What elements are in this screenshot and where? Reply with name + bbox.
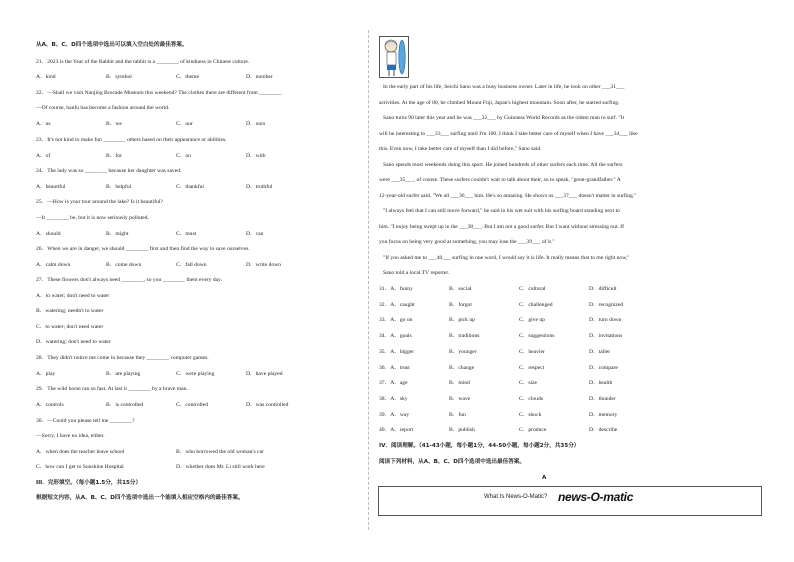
q21-option-c[interactable]: C．theme — [176, 74, 199, 80]
q28-option-a[interactable]: A．play — [36, 371, 56, 377]
question-25-stem: 25．—How is your tour around the lake? Is it beautiful? — [36, 199, 163, 205]
question-22-reply: —Of course, hanfu has become a fashion around the world. — [36, 105, 170, 111]
question-23-stem: 23．It's not kind to make fun ________ others based on their appearance or abilities. — [36, 137, 227, 143]
question-25-reply: —It ________ be, but it is now seriously polluted. — [36, 215, 149, 221]
q33-option-a[interactable]: 33．A．go on — [379, 317, 413, 323]
question-26-stem: 26．When we are in danger, we should ________ first and then find the way to save ourselves. — [36, 246, 250, 252]
q27-option-d[interactable]: D．watering; don't need to water — [36, 339, 111, 345]
passage-line-11: you focus on being very good at something, you may lose the ___39___ of it." — [379, 239, 555, 245]
q31-option-d[interactable]: D．difficult — [589, 286, 617, 292]
q38-option-c[interactable]: C．clouds — [519, 396, 543, 402]
section-4-heading: IV．阅读理解。（41-43小题，每小题1分，44-50小题，每小题2分，共35分） — [379, 443, 580, 449]
passage-line-12: "If you asked me to ___40___ surfing in one word, I would say it is life. It really means that to me right now," — [383, 255, 630, 261]
column-divider — [368, 30, 369, 530]
section-3-instruction: 根据短文内容，从A、B、C、D四个选项中选出一个能填入相应空格内的最佳答案。 — [36, 495, 244, 501]
q29-option-a[interactable]: A．controls — [36, 402, 64, 408]
q21-option-d[interactable]: D．number — [246, 74, 273, 80]
question-30-reply: —Sorry, I have no idea, either. — [36, 433, 105, 439]
q29-option-d[interactable]: D．was controlled — [246, 402, 289, 408]
q24-option-b[interactable]: B．helpful — [106, 184, 132, 190]
q26-option-a[interactable]: A．calm down — [36, 262, 71, 268]
q23-option-b[interactable]: B．for — [106, 153, 122, 159]
question-24-stem: 24．The lady was so ________ because her daughter was saved. — [36, 168, 182, 174]
passage-line-10: him. "I enjoy being swept up in the ___38___. But I am not a good surfer. But I want without stressing out. If — [379, 224, 624, 230]
q26-option-c[interactable]: C．fall down — [176, 262, 207, 268]
q28-option-c[interactable]: C．were playing — [176, 371, 215, 377]
q32-option-c[interactable]: C．challenged — [519, 302, 553, 308]
q22-option-a[interactable]: A．us — [36, 121, 51, 127]
q27-option-a[interactable]: A．to water; don't need to water — [36, 293, 110, 299]
passage-line-5: this. Even now, I take better care of myself than I did before," Sano said. — [379, 146, 542, 152]
q25-option-b[interactable]: B．might — [106, 231, 129, 237]
q33-option-c[interactable]: C．give up — [519, 317, 545, 323]
q25-option-d[interactable]: D．can — [246, 231, 264, 237]
q28-option-d[interactable]: D．have played — [246, 371, 283, 377]
q30-option-c[interactable]: C．how can I get to Sunshine Hospital — [36, 464, 124, 470]
q39-option-b[interactable]: B．fun — [449, 412, 466, 418]
q31-option-a[interactable]: 31．A．funny — [379, 286, 413, 292]
q39-option-c[interactable]: C．shock — [519, 412, 542, 418]
news-o-matic-logo: news-O-matic — [558, 490, 634, 504]
q34-option-a[interactable]: 34．A．goals — [379, 333, 412, 339]
q34-option-d[interactable]: D．invitations — [589, 333, 623, 339]
q36-option-d[interactable]: D．compare — [589, 365, 618, 371]
q38-option-d[interactable]: D．thunder — [589, 396, 616, 402]
q25-option-c[interactable]: C．must — [176, 231, 197, 237]
q40-option-c[interactable]: C．produce — [519, 427, 547, 433]
passage-line-8: 12-year-old surfer said, "We all ___36___ him. He's so amazing. He shows us ___37___ doesn't matter in surfing." — [379, 193, 637, 199]
q29-option-b[interactable]: B．is controlled — [106, 402, 144, 408]
q39-option-d[interactable]: D．memory — [589, 412, 618, 418]
q36-option-a[interactable]: 36．A．trust — [379, 365, 410, 371]
q22-option-d[interactable]: D．ours — [246, 121, 266, 127]
q30-option-b[interactable]: B．who borrowed the old woman's car — [176, 449, 264, 455]
q23-option-a[interactable]: A．of — [36, 153, 51, 159]
q24-option-c[interactable]: C．thankful — [176, 184, 204, 190]
q39-option-a[interactable]: 39．A．way — [379, 412, 410, 418]
question-21-stem: 21．2023 is the Year of the Rabbit and the rabbit is a ________ of kindness in Chinese culture. — [36, 59, 250, 65]
q22-option-b[interactable]: B．we — [106, 121, 122, 127]
q37-option-c[interactable]: C．size — [519, 380, 538, 386]
q24-option-a[interactable]: A．beautiful — [36, 184, 66, 190]
section-4-instruction: 阅读下列材料，从A、B、C、D四个选项中选出最佳答案。 — [379, 459, 525, 465]
q26-option-d[interactable]: D．write down — [246, 262, 281, 268]
q26-option-b[interactable]: B．come down — [106, 262, 142, 268]
question-27-stem: 27．These flowers don't always need ________, so you ________ them every day. — [36, 277, 222, 283]
q27-option-c[interactable]: C．to water; don't need water — [36, 324, 104, 330]
q40-option-b[interactable]: B．publish — [449, 427, 475, 433]
q37-option-b[interactable]: B．mind — [449, 380, 470, 386]
q28-option-b[interactable]: B．are playing — [106, 371, 141, 377]
q34-option-b[interactable]: B．traditions — [449, 333, 480, 339]
q32-option-a[interactable]: 32．A．caught — [379, 302, 415, 308]
q24-option-d[interactable]: D．truthful — [246, 184, 273, 190]
question-30-stem: 30．—Could you please tell me ________? — [36, 418, 135, 424]
question-28-stem: 28．They didn't notice me come in because they ________ computer games. — [36, 355, 209, 361]
q34-option-c[interactable]: C．suggestions — [519, 333, 555, 339]
passage-line-3: Sano turns 90 later this year and he was ___32___ by Guinness World Records as the oldest man to surf. "It — [383, 115, 625, 121]
q23-option-d[interactable]: D．with — [246, 153, 266, 159]
passage-line-6: Sano spends most weekends doing this sport. He joined hundreds of other surfers each time. All the surfers — [383, 162, 623, 168]
q40-option-d[interactable]: D．describe — [589, 427, 618, 433]
q27-option-b[interactable]: B．watering; needn't to water — [36, 308, 104, 314]
q21-option-a[interactable]: A．kind — [36, 74, 56, 80]
q31-option-b[interactable]: B．social — [449, 286, 472, 292]
q35-option-b[interactable]: B．younger — [449, 349, 477, 355]
q33-option-d[interactable]: D．turn down — [589, 317, 622, 323]
intro-instruction: 从A、B、C、D四个选项中选出可以填入空白处的最佳答案。 — [36, 42, 188, 48]
q25-option-a[interactable]: A．should — [36, 231, 61, 237]
q29-option-c[interactable]: C．controlled — [176, 402, 209, 408]
q33-option-b[interactable]: B．pick up — [449, 317, 475, 323]
reading-part-a-label: A — [542, 475, 547, 481]
q32-option-b[interactable]: B．forgot — [449, 302, 472, 308]
passage-line-9: "I always feel that I can still move forward," he said in his wet suit with his surfing board standing next to — [383, 208, 620, 214]
q38-option-b[interactable]: B．wave — [449, 396, 471, 402]
passage-line-4: will be interesting to ___33___ surfing until I'm 100. I think I take better care of myself when I have ___34___ like — [379, 131, 638, 137]
passage-line-2: activities. At the age of 80, he climbed Mount Fuji, Japan's highest mountain. Soon after, he started surfing. — [379, 100, 620, 106]
surfer-illustration — [379, 36, 409, 78]
passage-line-13: Sano told a local TV reporter. — [383, 270, 450, 276]
q35-option-a[interactable]: 35．A．bigger — [379, 349, 415, 355]
q36-option-b[interactable]: B．change — [449, 365, 475, 371]
question-22-stem: 22．—Shall we visit Nanjing Brocade Museum this weekend? The clothes there are different from ________ — [36, 90, 282, 96]
q22-option-c[interactable]: C．our — [176, 121, 193, 127]
q30-option-d[interactable]: D．whether does Mr. Li still work here — [176, 464, 265, 470]
q35-option-d[interactable]: D．taller — [589, 349, 611, 355]
passage-line-7: were ___35___, of course. These surfers couldn't wait to talk about their, so to speak, "great-grandfather." A — [379, 177, 621, 183]
question-29-stem: 29．The wild horse ran so fast. At last it ________ by a brave man. — [36, 386, 188, 392]
q35-option-c[interactable]: C．heavier — [519, 349, 545, 355]
q40-option-a[interactable]: 40．A．report — [379, 427, 414, 433]
q21-option-b[interactable]: B．symbol — [106, 74, 132, 80]
q38-option-a[interactable]: 38．A．sky — [379, 396, 408, 402]
banner-title: What Is News-O-Matic? — [484, 494, 548, 500]
q32-option-d[interactable]: D．recognized — [589, 302, 624, 308]
q37-option-d[interactable]: D．health — [589, 380, 613, 386]
q23-option-c[interactable]: C．on — [176, 153, 191, 159]
q37-option-a[interactable]: 37．A．age — [379, 380, 408, 386]
q30-option-a[interactable]: A．when does the teacher leave school — [36, 449, 125, 455]
section-3-heading: III．完形填空。（每小题1.5分，共15分） — [36, 480, 142, 486]
q36-option-c[interactable]: C．respect — [519, 365, 545, 371]
passage-line-1: In the early part of his life, Seichi Sano was a busy business owner. Later in life, he took on other ___31___ — [383, 84, 625, 90]
q31-option-c[interactable]: C．cultural — [519, 286, 546, 292]
